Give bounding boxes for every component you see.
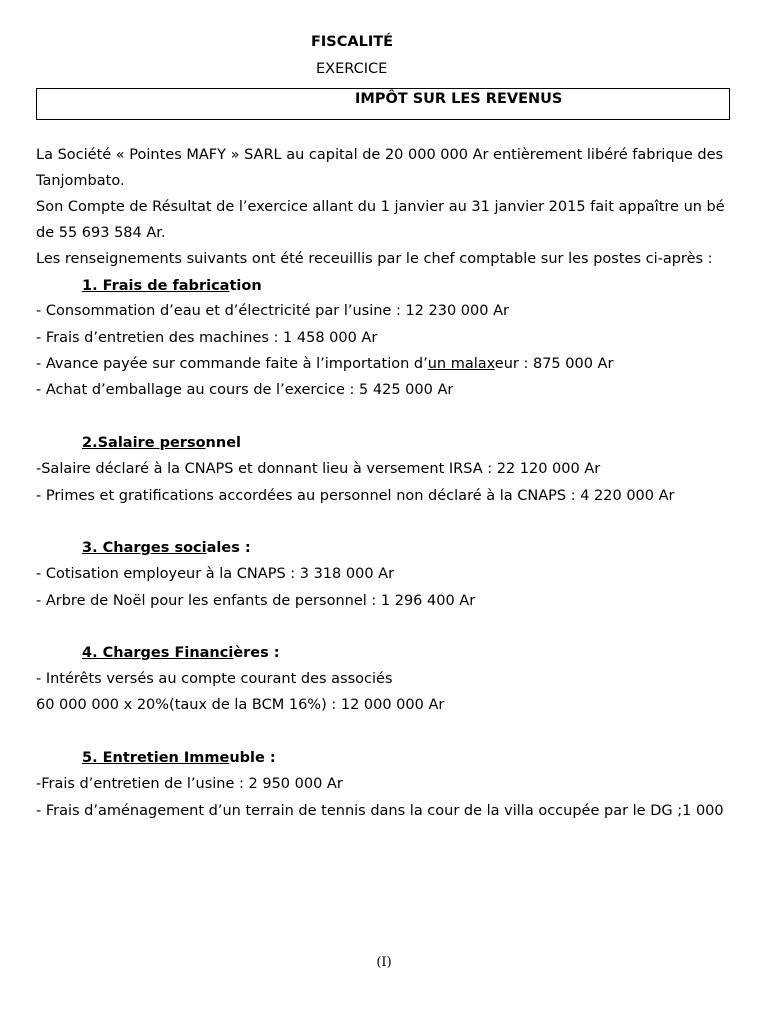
section-1-item-1: - Consommation d’eau et d’électricité par l’usine : 12 230 000 Ar bbox=[36, 303, 509, 319]
section-1-item-4: - Achat d’emballage au cours de l’exercice : 5 425 000 Ar bbox=[36, 382, 454, 398]
section-5-heading-rest: uble : bbox=[229, 750, 276, 766]
section-4-heading-underlined: 4. Charges Financi bbox=[82, 645, 234, 661]
section-5-item-1: -Frais d’entretien de l’usine : 2 950 000 Ar bbox=[36, 776, 343, 792]
section-1-heading bbox=[82, 277, 262, 295]
section-1-item-3-underlined: un malax bbox=[427, 356, 495, 372]
document-title: FISCALITÉ bbox=[311, 34, 394, 50]
section-1-heading-underlined: 1. Frais de fabrica bbox=[82, 278, 230, 294]
section-5-heading bbox=[82, 749, 276, 767]
section-3-heading bbox=[82, 539, 251, 557]
boxed-title: IMPÔT SUR LES REVENUS bbox=[355, 91, 563, 107]
section-4-heading bbox=[82, 644, 280, 662]
intro-line-3: Son Compte de Résultat de l’exercice allant du 1 janvier au 31 janvier 2015 fait appaître un bé bbox=[36, 199, 725, 215]
intro-line-4: de 55 693 584 Ar. bbox=[36, 225, 166, 241]
intro-line-1: La Société « Pointes MAFY » SARL au capital de 20 000 000 Ar entièrement libéré fabrique des bbox=[36, 147, 724, 163]
section-1-heading-rest: tion bbox=[229, 278, 262, 294]
page-marker: (I) bbox=[376, 955, 392, 970]
intro-line-2: Tanjombato. bbox=[36, 173, 125, 189]
section-4-item-2: 60 000 000 x 20%(taux de la BCM 16%) : 12 000 000 Ar bbox=[36, 697, 445, 713]
section-2-item-2: - Primes et gratifications accordées au personnel non déclaré à la CNAPS : 4 220 000 Ar bbox=[36, 488, 675, 504]
section-2-heading-rest: nnel bbox=[205, 435, 241, 451]
section-2-heading bbox=[82, 434, 241, 452]
document-subtitle: EXERCICE bbox=[316, 61, 388, 77]
section-3-heading-underlined: 3. Charges soci bbox=[82, 540, 207, 556]
section-3-item-1: - Cotisation employeur à la CNAPS : 3 318 000 Ar bbox=[36, 566, 395, 582]
section-3-item-2: - Arbre de Noël pour les enfants de personnel : 1 296 400 Ar bbox=[36, 593, 476, 609]
intro-line-5: Les renseignements suivants ont été receuillis par le chef comptable sur les postes ci-après : bbox=[36, 251, 713, 267]
section-2-heading-underlined: 2.Salaire perso bbox=[82, 435, 206, 451]
section-3-heading-rest: ales : bbox=[206, 540, 251, 556]
section-1-item-3-text: - Avance payée sur commande faite à l’importation d’ bbox=[36, 356, 428, 372]
section-2-item-1: -Salaire déclaré à la CNAPS et donnant lieu à versement IRSA : 22 120 000 Ar bbox=[36, 461, 601, 477]
section-1-item-3-rest: eur : 875 000 Ar bbox=[494, 356, 614, 372]
section-4-item-1: - Intérêts versés au compte courant des associés bbox=[36, 671, 393, 687]
section-1-item-2: - Frais d’entretien des machines : 1 458 000 Ar bbox=[36, 330, 378, 346]
section-5-heading-underlined: 5. Entretien Imme bbox=[82, 750, 230, 766]
section-1-item-3 bbox=[36, 355, 613, 373]
section-5-item-2: - Frais d’aménagement d’un terrain de tennis dans la cour de la villa occupée par le DG ;1 000 bbox=[36, 803, 724, 819]
section-4-heading-rest: ères : bbox=[233, 645, 280, 661]
